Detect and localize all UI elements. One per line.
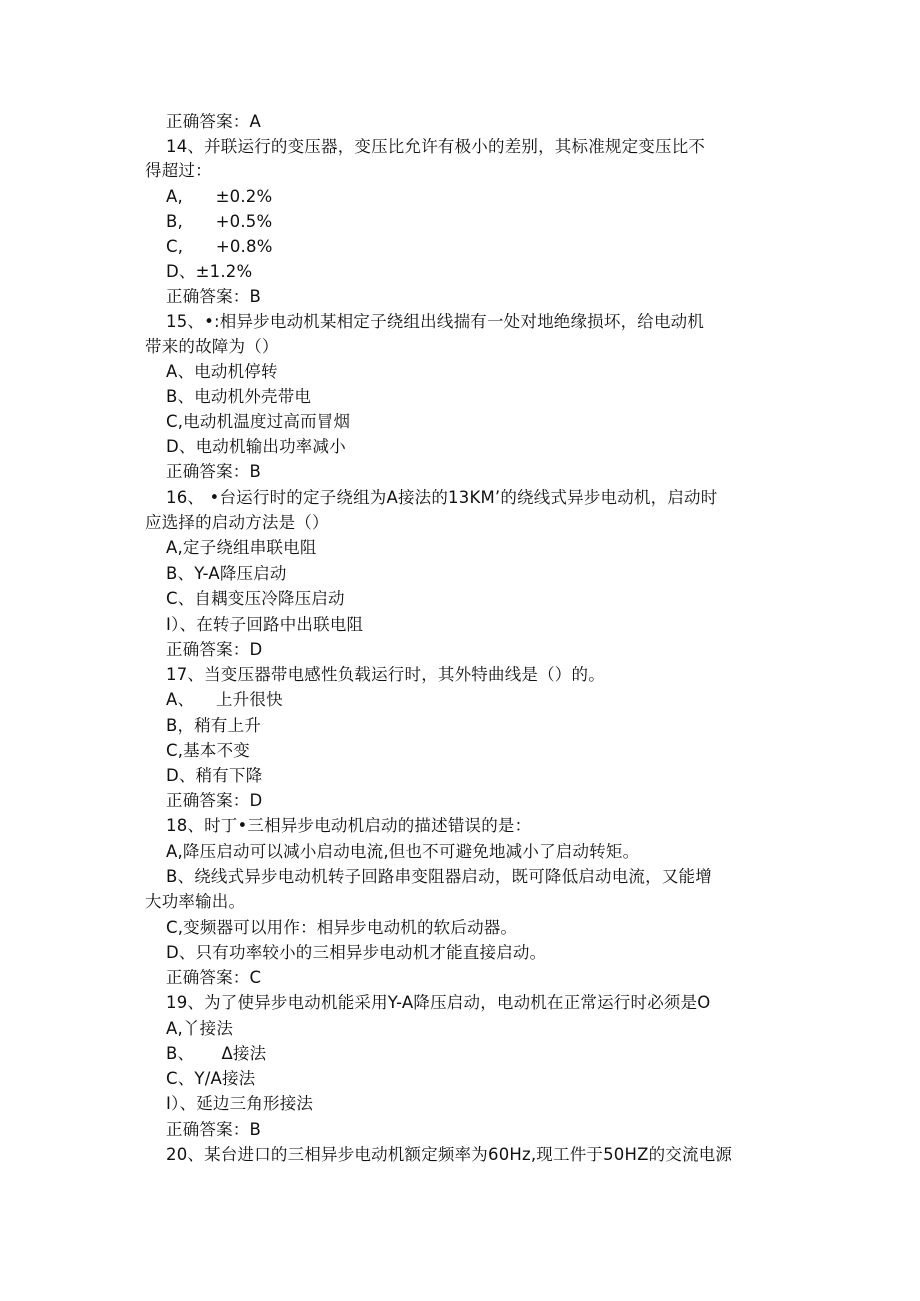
question-16-line-1: 16、 •台运行时的定子绕组为A接法的13KM’的绕线式异步电动机，启动时 [166, 488, 718, 507]
option-16-d: I）、在转子回路中出联电阻 [166, 615, 364, 634]
option-19-c: C、Y/A接法 [166, 1069, 256, 1088]
option-15-d: D、电动机输出功率减小 [166, 437, 346, 456]
answer-16: 正确答案：D [166, 640, 263, 659]
option-18-d: D、只有功率较小的三相异步电动机才能直接启动。 [166, 943, 547, 962]
answer-17: 正确答案：D [166, 791, 263, 810]
option-18-b-line-1: B、绕线式异步电动机转子回路串变阻器启动，既可降低启动电流，又能增 [166, 867, 712, 886]
option-19-a: A,丫接法 [166, 1019, 234, 1038]
answer-19: 正确答案：B [166, 1120, 262, 1139]
option-15-b: B、电动机外壳带电 [166, 387, 312, 406]
option-18-b-line-2: 大功率输出。 [145, 892, 246, 911]
option-17-d: D、稍有下降 [166, 766, 263, 785]
answer-18: 正确答案：C [166, 968, 262, 987]
question-20: 20、某台进口的三相异步电动机额定频率为60Hz,现工件于50HZ的交流电源 [166, 1145, 733, 1164]
option-19-b: B、 Δ接法 [166, 1044, 267, 1063]
option-16-a: A,定子绕组串联电阻 [166, 538, 317, 557]
option-17-b: B，稍有上升 [166, 716, 262, 735]
question-15-line-1: 15、•:相异步电动机某相定子绕组出线揣有一处对地绝缘损坏，给电动机 [166, 312, 705, 331]
question-14-line-1: 14、并联运行的变压器，变压比允许有极小的差别，其标准规定变压比不 [166, 137, 706, 156]
option-14-d: D、±1.2% [166, 262, 253, 281]
answer-15: 正确答案：B [166, 462, 262, 481]
question-19: 19、为了使异步电动机能采用Y-A降压启动，电动机在正常运行时必须是O [166, 993, 711, 1012]
question-17: 17、当变压器带电感性负载运行时，其外特曲线是（）的。 [166, 665, 605, 684]
option-19-d: I）、延边三角形接法 [166, 1094, 314, 1113]
option-16-b: B、Y-A降压启动 [166, 564, 287, 583]
option-14-c: C, +0.8% [166, 237, 273, 256]
option-15-a: A、电动机停转 [166, 362, 278, 381]
option-18-a: A,降压启动可以减小启动电流,但也不可避免地减小了启动转矩。 [166, 842, 640, 861]
option-14-a: A, ±0.2% [166, 187, 273, 206]
option-17-a: A、 上升很快 [166, 690, 283, 709]
option-15-c: C,电动机温度过高而冒烟 [166, 412, 351, 431]
option-16-c: C、自耦变压冷降压启动 [166, 589, 345, 608]
option-14-b: B, +0.5% [166, 212, 273, 231]
option-18-c: C,变频器可以用作：相异步电动机的软后动器。 [166, 918, 518, 937]
question-16-line-2: 应选择的启动方法是（） [145, 513, 329, 532]
question-15-line-2: 带来的故障为（） [145, 337, 279, 356]
answer-13: 正确答案：A [166, 112, 261, 131]
question-14-line-2: 得超过： [145, 161, 212, 180]
answer-14: 正确答案：B [166, 287, 262, 306]
option-17-c: C,基本不变 [166, 741, 250, 760]
question-18: 18、时丁•三相异步电动机启动的描述错误的是： [166, 816, 532, 835]
